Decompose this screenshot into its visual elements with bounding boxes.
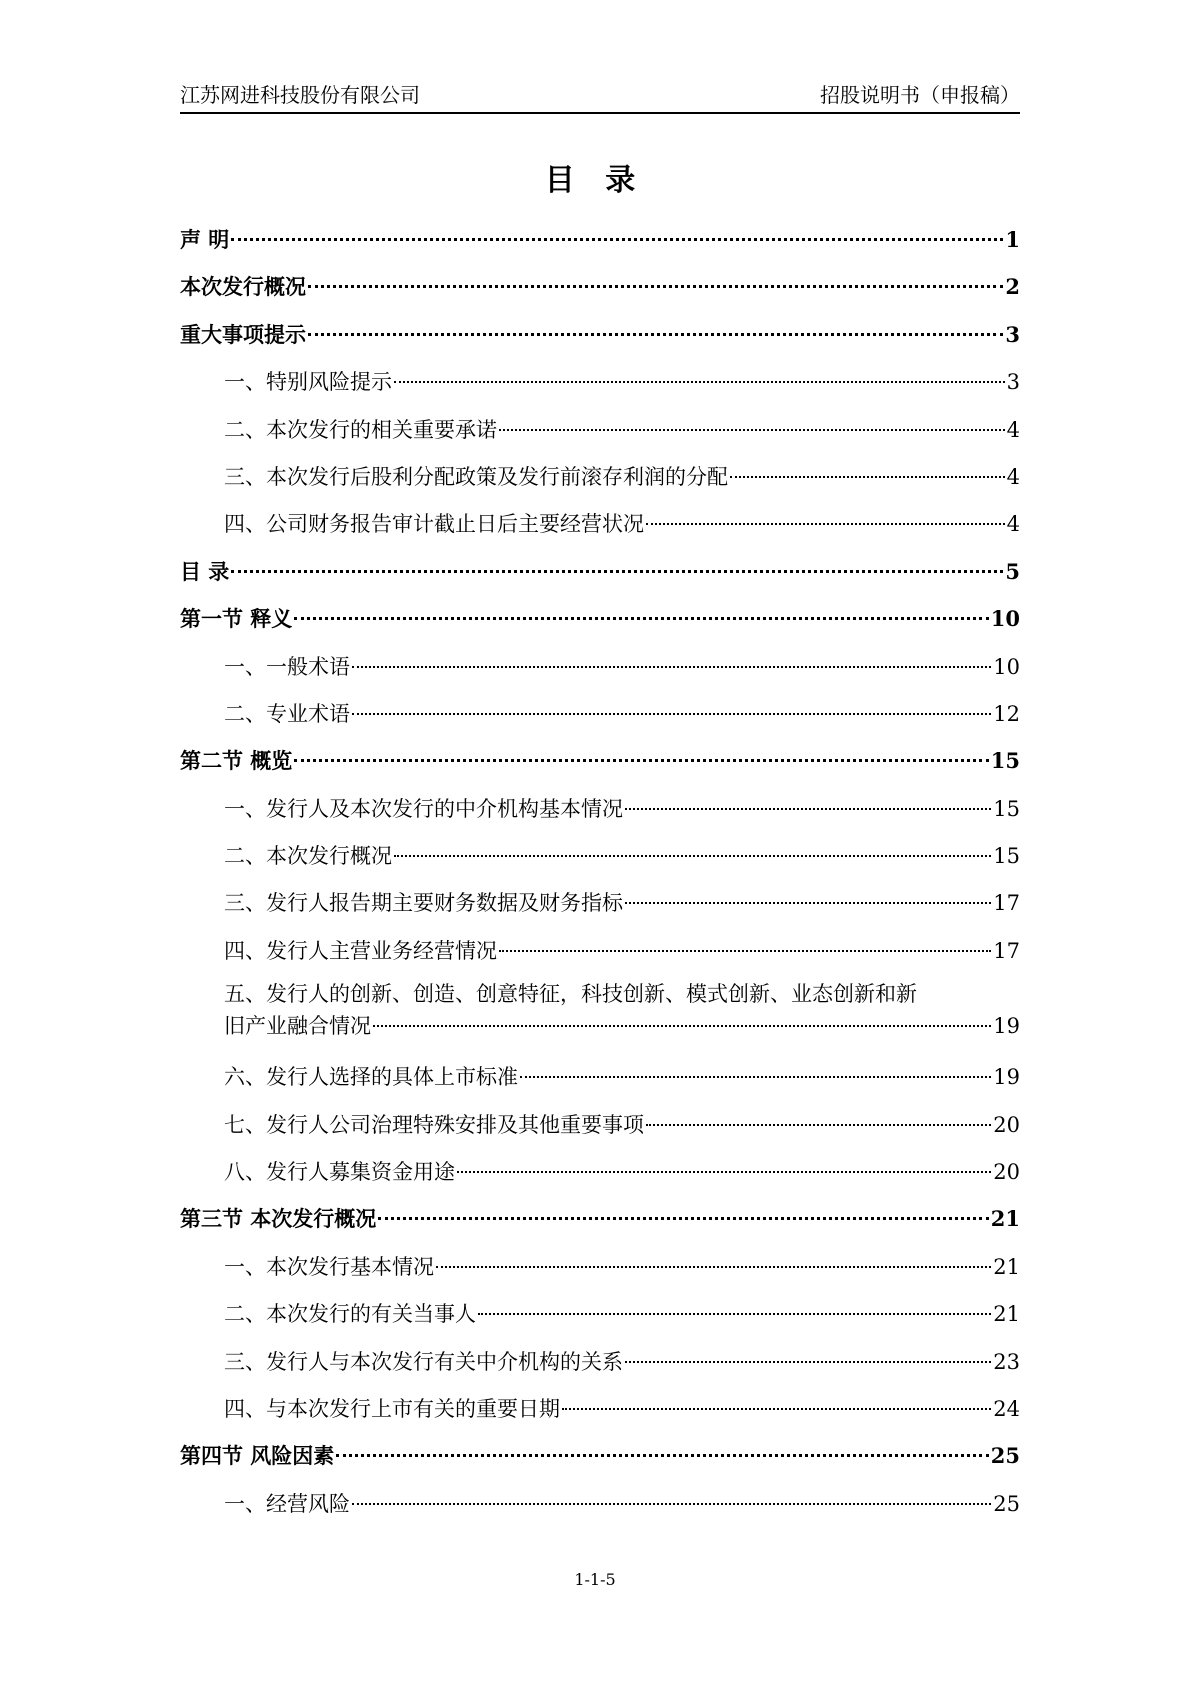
toc-entry[interactable]: 重大事项提示 3: [180, 321, 1020, 347]
toc-entry[interactable]: 二、本次发行的相关重要承诺 4: [224, 417, 1020, 442]
toc-title: 目 录: [544, 163, 646, 198]
page-header: [180, 80, 1020, 114]
toc-entry[interactable]: 第三节 本次发行概况 21: [180, 1206, 1020, 1232]
toc-entry[interactable]: 第四节 风险因素 25: [180, 1443, 1020, 1469]
toc-entry[interactable]: 四、公司财务报告审计截止日后主要经营状况 4: [224, 512, 1020, 537]
toc-entry[interactable]: 三、发行人报告期主要财务数据及财务指标 17: [224, 891, 1020, 916]
toc-entry[interactable]: 声 明 1: [180, 227, 1020, 252]
toc-entry[interactable]: 二、本次发行的有关当事人 21: [224, 1302, 1020, 1327]
toc-entry[interactable]: 目 录 5: [180, 558, 1020, 584]
toc-entry[interactable]: 八、发行人募集资金用途 20: [224, 1160, 1020, 1185]
toc-entry[interactable]: 一、特别风险提示 3: [224, 370, 1020, 395]
toc-entry[interactable]: 三、本次发行后股利分配政策及发行前滚存利润的分配 4: [224, 464, 1020, 489]
toc-entry[interactable]: 五、发行人的创新、创造、创意特征，科技创新、模式创新、业态创新和新 旧产业融合情况 19: [224, 982, 1020, 1039]
toc-entry[interactable]: 六、发行人选择的具体上市标准 19: [224, 1065, 1020, 1090]
toc-entry[interactable]: 本次发行概况 2: [180, 274, 1020, 300]
toc-entry[interactable]: 七、发行人公司治理特殊安排及其他重要事项 20: [224, 1112, 1020, 1137]
toc-entry[interactable]: 一、发行人及本次发行的中介机构基本情况 15: [224, 796, 1020, 821]
toc-entry[interactable]: 一、一般术语 10: [224, 654, 1020, 679]
toc-entry[interactable]: 四、发行人主营业务经营情况 17: [224, 938, 1020, 963]
header-doc-type: 招股说明书（申报稿）: [820, 83, 1020, 107]
toc-entry[interactable]: 一、本次发行基本情况 21: [224, 1254, 1020, 1279]
toc-entry[interactable]: 二、专业术语 12: [224, 701, 1020, 726]
toc-entry[interactable]: 第一节 释义 10: [180, 606, 1020, 632]
toc-entry[interactable]: 四、与本次发行上市有关的重要日期 24: [224, 1396, 1020, 1421]
toc-entry[interactable]: 三、发行人与本次发行有关中介机构的关系 23: [224, 1349, 1020, 1374]
toc-entry[interactable]: 二、本次发行概况 15: [224, 844, 1020, 869]
header-company: 江苏网进科技股份有限公司: [180, 83, 420, 107]
toc-entry[interactable]: 第二节 概览 15: [180, 748, 1020, 774]
table-of-contents: [180, 220, 1020, 1531]
page-number: 1-1-5: [574, 1570, 616, 1589]
toc-entry[interactable]: 一、经营风险 25: [224, 1491, 1020, 1516]
